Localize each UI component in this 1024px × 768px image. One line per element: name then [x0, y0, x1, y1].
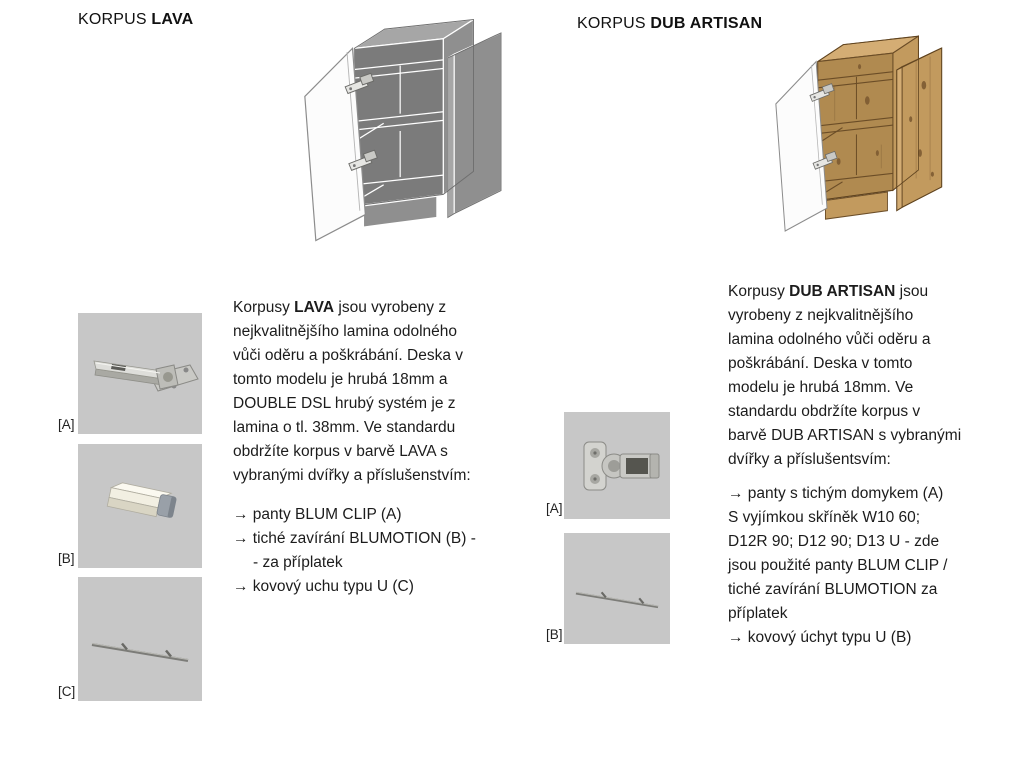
right-title-prefix: KORPUS: [577, 15, 651, 32]
lava-description: [233, 296, 525, 599]
bullet-line: → panty BLUM CLIP (A): [233, 506, 402, 523]
bullet-line: → kovový úchyt typu U (B): [728, 629, 912, 646]
lava-hardware-label-b: [B]: [58, 551, 75, 566]
lava-hardware-label-a: [A]: [58, 417, 75, 432]
paragraph-line: standardu obdržíte korpus v: [728, 403, 921, 420]
bullet-line: D12R 90; D12 90; D13 U - zde: [728, 533, 940, 550]
dub-hardware-label-a: [A]: [546, 501, 563, 516]
bullet-line: jsou použité panty BLUM CLIP /: [728, 557, 948, 574]
lava-hardware-image-b: [78, 444, 202, 568]
paragraph-text: jsou: [895, 283, 929, 300]
paragraph-line: obdržíte korpus v barvě LAVA s: [233, 443, 448, 460]
paragraph-text: jsou vyrobeny z: [334, 299, 447, 316]
paragraph-line: vyrobeny z nejkvalitnějšího: [728, 307, 914, 324]
paragraph-line: modelu je hrubá 18mm. Ve: [728, 379, 914, 396]
right-title-name: DUB ARTISAN: [650, 15, 763, 32]
paragraph-line: [728, 280, 990, 304]
bullet-line: S vyjímkou skříněk W10 60;: [728, 509, 921, 526]
right-section-title: [577, 15, 762, 33]
paragraph-line: vybranými dvířky a příslušenstvím:: [233, 467, 471, 484]
paragraph-line: lamina o tl. 38mm. Ve standardu: [233, 419, 456, 436]
paragraph-line: [233, 296, 525, 320]
blumotion-damper-icon: [78, 444, 202, 568]
paragraph-line: DOUBLE DSL hrubý systém je z: [233, 395, 456, 412]
dub-artisan-cabinet-illustration: [765, 26, 951, 242]
bullet-line: příplatek: [728, 605, 788, 622]
lava-cabinet-illustration: [292, 8, 512, 253]
paragraph-text: Korpusy: [728, 283, 790, 300]
paragraph-line: dvířky a příslušentsvím:: [728, 451, 891, 468]
lava-hardware-label-c: [C]: [58, 684, 76, 699]
paragraph-line: barvě DUB ARTISAN s vybranými: [728, 427, 962, 444]
bullet-line: → kovový uchu typu U (C): [233, 578, 414, 595]
bullet-line: → panty s tichým domykem (A): [728, 485, 944, 502]
paragraph-bold-text: DUB ARTISAN: [789, 283, 896, 300]
paragraph-line: poškrábání. Deska v tomto: [728, 355, 913, 372]
lava-hardware-image-c: [78, 577, 202, 701]
dub-hardware-image-b: [564, 533, 670, 644]
lava-bullet-list: [233, 503, 525, 599]
paragraph-line: lamina odolného vůči oděru a: [728, 331, 931, 348]
paragraph-line: nejkvalitnějšího lamina odolného: [233, 323, 458, 340]
bullet-line: - za příplatek: [253, 554, 343, 571]
dub-bullet-list: [728, 482, 990, 650]
lava-hardware-image-a: [78, 313, 202, 434]
hinge-blum-clip-icon: [78, 313, 202, 434]
paragraph-line: vůči oděru a poškrábání. Deska v: [233, 347, 464, 364]
left-title-name: LAVA: [151, 11, 194, 28]
paragraph-text: Korpusy: [233, 299, 295, 316]
hinge-soft-close-icon: [564, 412, 670, 519]
dub-artisan-description: [728, 280, 990, 650]
bullet-line: tiché zavírání BLUMOTION za: [728, 581, 938, 598]
bullet-line: → tiché zavírání BLUMOTION (B) -: [233, 530, 476, 547]
u-handle-icon: [78, 577, 202, 701]
u-handle-icon: [564, 533, 670, 644]
paragraph-bold-text: LAVA: [294, 299, 335, 316]
left-title-prefix: KORPUS: [78, 11, 152, 28]
paragraph-line: tomto modelu je hrubá 18mm a: [233, 371, 448, 388]
dub-hardware-label-b: [B]: [546, 627, 563, 642]
left-section-title: [78, 11, 193, 29]
dub-hardware-image-a: [564, 412, 670, 519]
